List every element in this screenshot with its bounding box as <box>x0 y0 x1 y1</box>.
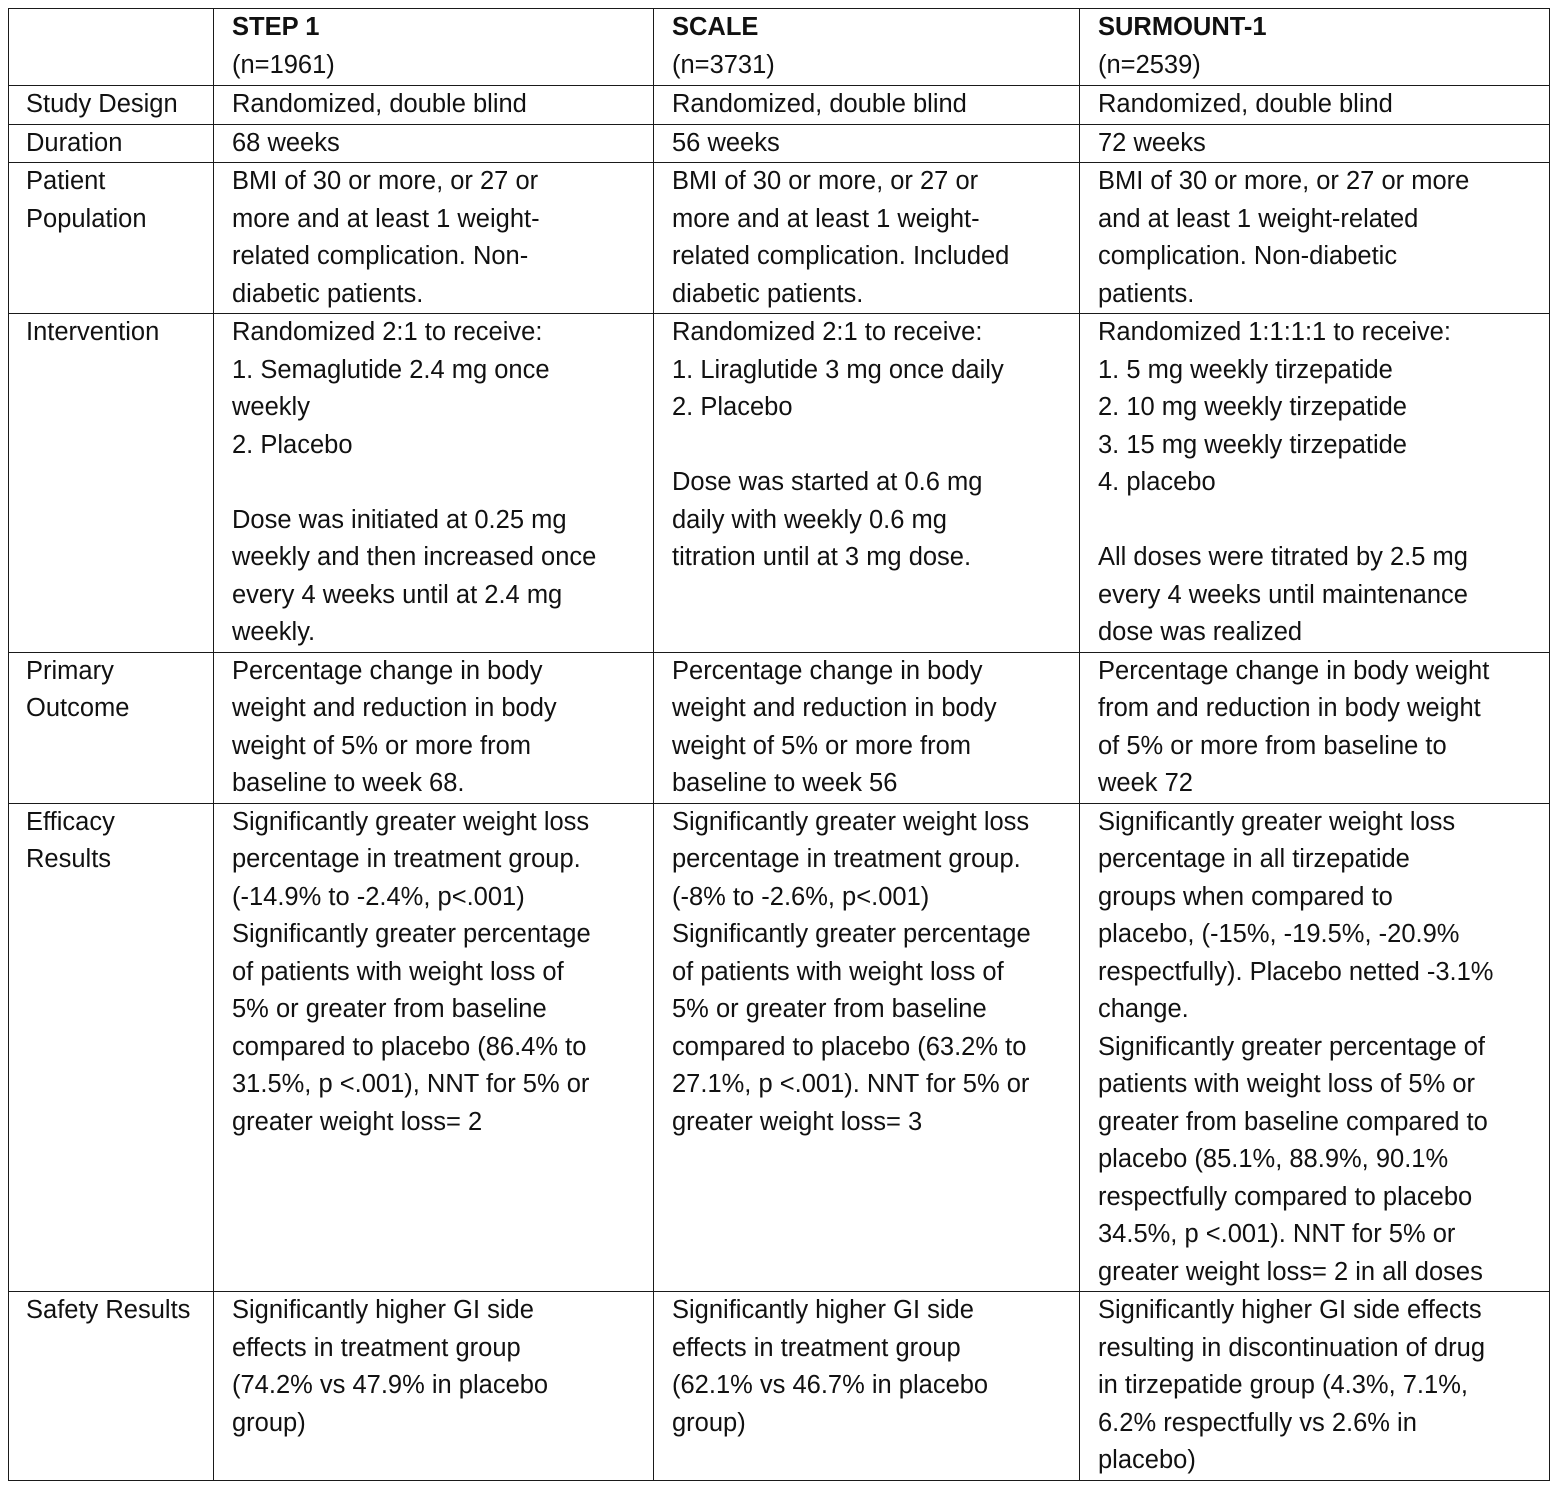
trial-sample-size: (n=3731) <box>672 50 775 79</box>
table-cell: Percentage change in body weight and reduction in body weight of 5% or more from baseline to week 68. <box>214 652 654 803</box>
trial-sample-size: (n=1961) <box>232 50 335 79</box>
table-cell: Significantly higher GI side effects in treatment group (74.2% vs 47.9% in placebo group) <box>214 1292 654 1481</box>
corner-cell <box>9 9 214 86</box>
header-row <box>9 9 1550 86</box>
table-cell: Randomized, double blind <box>1080 86 1550 125</box>
header-cell-step1 <box>214 9 654 86</box>
row-label: Safety Results <box>9 1292 214 1481</box>
table-cell: Randomized 1:1:1:1 to receive: 1. 5 mg weekly tirzepatide 2. 10 mg weekly tirzepatide 3. 15 mg weekly tirzepatide 4. placebo All doses were titrated by 2.5 mg every 4 weeks until maintenance dose was realized <box>1080 314 1550 653</box>
comparison-table <box>8 8 1550 1481</box>
row-label: Patient Population <box>9 163 214 314</box>
table-cell: 68 weeks <box>214 124 654 163</box>
table-cell: Randomized 2:1 to receive: 1. Liraglutide 3 mg once daily 2. Placebo Dose was started at 0.6 mg daily with weekly 0.6 mg titration until at 3 mg dose. <box>654 314 1080 653</box>
table-cell: Randomized, double blind <box>214 86 654 125</box>
table-cell: Significantly greater weight loss percentage in treatment group. (-8% to -2.6%, p<.001) Significantly greater percentage of patients with weight loss of 5% or greater from baseline compared to placebo (63.2% to 27.1%, p <.001). NNT for 5% or greater weight loss= 3 <box>654 803 1080 1292</box>
table-row-efficacy-results <box>9 803 1550 1292</box>
table-cell: 56 weeks <box>654 124 1080 163</box>
header-cell-scale <box>654 9 1080 86</box>
table-row-patient-population <box>9 163 1550 314</box>
table-row-study-design <box>9 86 1550 125</box>
table-cell: BMI of 30 or more, or 27 or more and at least 1 weight- related complication. Included diabetic patients. <box>654 163 1080 314</box>
table-cell: Significantly greater weight loss percentage in all tirzepatide groups when compared to placebo, (-15%, -19.5%, -20.9% respectfully). Placebo netted -3.1% change. Significantly greater percentage of patients with weight loss of 5% or greater from baseline compared to placebo (85.1%, 88.9%, 90.1% respectfully compared to placebo 34.5%, p <.001). NNT for 5% or greater weight loss= 2 in all doses <box>1080 803 1550 1292</box>
table-row-safety-results <box>9 1292 1550 1481</box>
table-cell: 72 weeks <box>1080 124 1550 163</box>
header-cell-surmount1 <box>1080 9 1550 86</box>
row-label: Duration <box>9 124 214 163</box>
row-label: Intervention <box>9 314 214 653</box>
table-cell: Significantly higher GI side effects resulting in discontinuation of drug in tirzepatide group (4.3%, 7.1%, 6.2% respectfully vs 2.6% in placebo) <box>1080 1292 1550 1481</box>
row-label: Primary Outcome <box>9 652 214 803</box>
trial-name: STEP 1 <box>232 13 320 41</box>
table-row-primary-outcome <box>9 652 1550 803</box>
table-cell: Percentage change in body weight from and reduction in body weight of 5% or more from baseline to week 72 <box>1080 652 1550 803</box>
table-row-intervention <box>9 314 1550 653</box>
table-cell: Percentage change in body weight and reduction in body weight of 5% or more from baseline to week 56 <box>654 652 1080 803</box>
table-cell: BMI of 30 or more, or 27 or more and at least 1 weight- related complication. Non- diabetic patients. <box>214 163 654 314</box>
trial-name: SURMOUNT-1 <box>1098 13 1267 41</box>
row-label: Efficacy Results <box>9 803 214 1292</box>
table-row-duration <box>9 124 1550 163</box>
table-cell: BMI of 30 or more, or 27 or more and at least 1 weight-related complication. Non-diabetic patients. <box>1080 163 1550 314</box>
row-label: Study Design <box>9 86 214 125</box>
trial-sample-size: (n=2539) <box>1098 50 1201 79</box>
table-cell: Randomized 2:1 to receive: 1. Semaglutide 2.4 mg once weekly 2. Placebo Dose was initiated at 0.25 mg weekly and then increased once every 4 weeks until at 2.4 mg weekly. <box>214 314 654 653</box>
trial-name: SCALE <box>672 13 759 41</box>
table-cell: Significantly higher GI side effects in treatment group (62.1% vs 46.7% in placebo group) <box>654 1292 1080 1481</box>
table-cell: Randomized, double blind <box>654 86 1080 125</box>
table-cell: Significantly greater weight loss percentage in treatment group. (-14.9% to -2.4%, p<.001) Significantly greater percentage of patients with weight loss of 5% or greater from baseline compared to placebo (86.4% to 31.5%, p <.001), NNT for 5% or greater weight loss= 2 <box>214 803 654 1292</box>
